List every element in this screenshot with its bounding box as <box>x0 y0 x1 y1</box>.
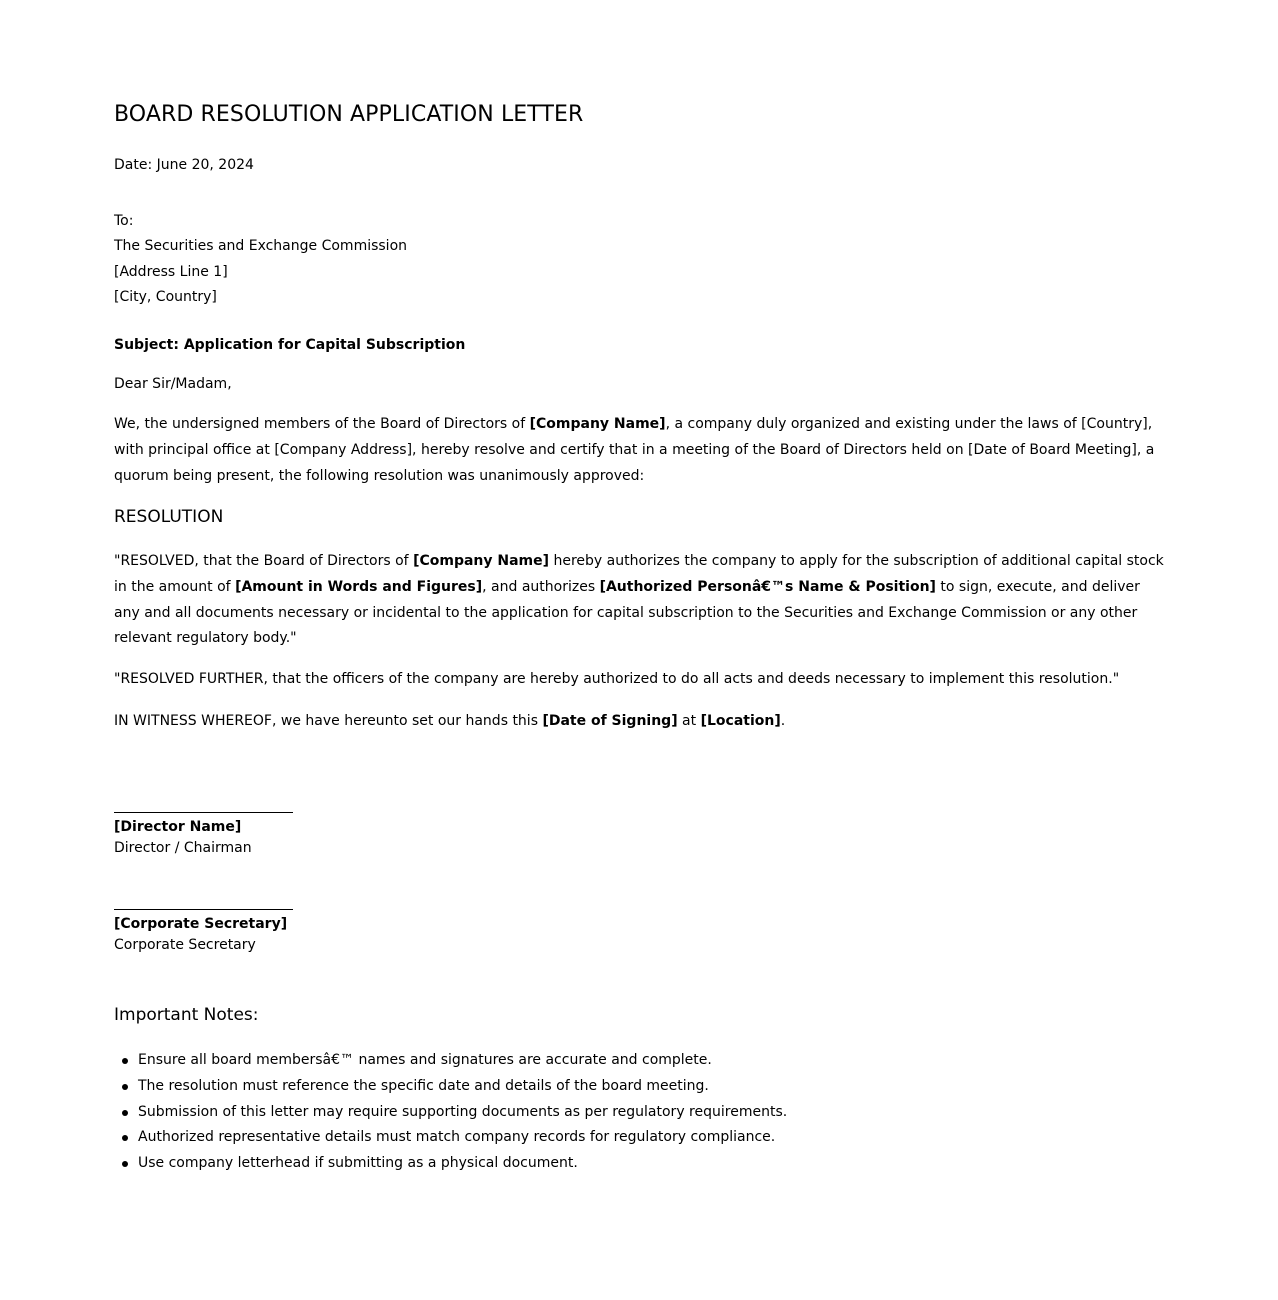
list-item <box>138 1151 787 1177</box>
witness-paragraph <box>114 709 1166 735</box>
resolution-paragraph <box>114 549 1166 652</box>
note-text: Authorized representative details must match company records for regulatory compliance. <box>138 1129 776 1146</box>
intro-text-2: , a company duly organized and existing under the laws of [Country], with principal office at [Company Address], hereby resolve and certify that in a meeting of the Board of Directors held on [Date of Board Meeting], a quorum being present, the following resolution was unanimously approved: <box>114 416 1155 484</box>
note-text: The resolution must reference the specific date and details of the board meeting. <box>138 1077 709 1094</box>
notes-heading: Important Notes: <box>114 1005 259 1025</box>
signatory-name-director: [Director Name] <box>114 819 242 835</box>
resolution-further-paragraph: "RESOLVED FURTHER, that the officers of the company are hereby authorized to do all acts and deeds necessary to implement this resolution." <box>114 671 1120 687</box>
signatory-role-director: Director / Chairman <box>114 840 252 856</box>
note-text: Submission of this letter may require supporting documents as per regulatory requirements. <box>138 1103 788 1120</box>
bullet-icon <box>122 1058 128 1064</box>
notes-list <box>114 1048 787 1177</box>
resolution-text-1: "RESOLVED, that the Board of Directors of <box>114 553 414 569</box>
signatory-name-secretary: [Corporate Secretary] <box>114 916 288 932</box>
bullet-icon <box>122 1135 128 1141</box>
bullet-icon <box>122 1084 128 1090</box>
subject-line: Subject: Application for Capital Subscription <box>114 337 466 353</box>
list-item <box>138 1100 787 1126</box>
signature-line-secretary <box>114 909 293 910</box>
intro-company-name: [Company Name] <box>529 416 666 432</box>
resolution-company-name: [Company Name] <box>413 553 550 569</box>
recipient-to: To: <box>114 213 134 229</box>
resolution-text-2: hereby authorizes the company to apply for the subscription of additional capital stock in the amount of <box>114 553 1164 595</box>
intro-paragraph <box>114 412 1166 489</box>
resolution-authorized-person: [Authorized Personâ€™s Name & Position] <box>599 578 936 595</box>
signature-line-director <box>114 812 293 813</box>
resolution-text-4: to sign, execute, and deliver any and all documents necessary or incidental to the application for capital subscription to the Securities and Exchange Commission or any other relevant regulatory body." <box>114 578 1140 647</box>
intro-text-1: We, the undersigned members of the Board of Directors of <box>114 416 530 432</box>
bullet-icon <box>122 1161 128 1167</box>
signatory-role-secretary: Corporate Secretary <box>114 937 256 953</box>
note-text: Use company letterhead if submitting as a physical document. <box>138 1155 578 1172</box>
witness-text-3: . <box>780 713 786 729</box>
resolution-text-3: , and authorizes <box>482 578 600 595</box>
witness-location: [Location] <box>700 713 781 729</box>
resolution-amount: [Amount in Words and Figures] <box>235 578 483 595</box>
date-line: Date: June 20, 2024 <box>114 157 254 173</box>
witness-text-1: IN WITNESS WHEREOF, we have hereunto set our hands this <box>114 713 543 729</box>
list-item <box>138 1048 787 1074</box>
list-item <box>138 1125 787 1151</box>
recipient-city: [City, Country] <box>114 289 217 305</box>
resolution-heading: RESOLUTION <box>114 507 224 527</box>
recipient-name: The Securities and Exchange Commission <box>114 238 408 254</box>
list-item <box>138 1074 787 1100</box>
note-text: Ensure all board membersâ€™ names and signatures are accurate and complete. <box>138 1052 712 1068</box>
bullet-icon <box>122 1110 128 1116</box>
witness-date-of-signing: [Date of Signing] <box>542 713 678 729</box>
recipient-address: [Address Line 1] <box>114 264 228 280</box>
witness-text-2: at <box>677 713 701 729</box>
document-title: BOARD RESOLUTION APPLICATION LETTER <box>114 102 584 127</box>
salutation: Dear Sir/Madam, <box>114 376 232 392</box>
